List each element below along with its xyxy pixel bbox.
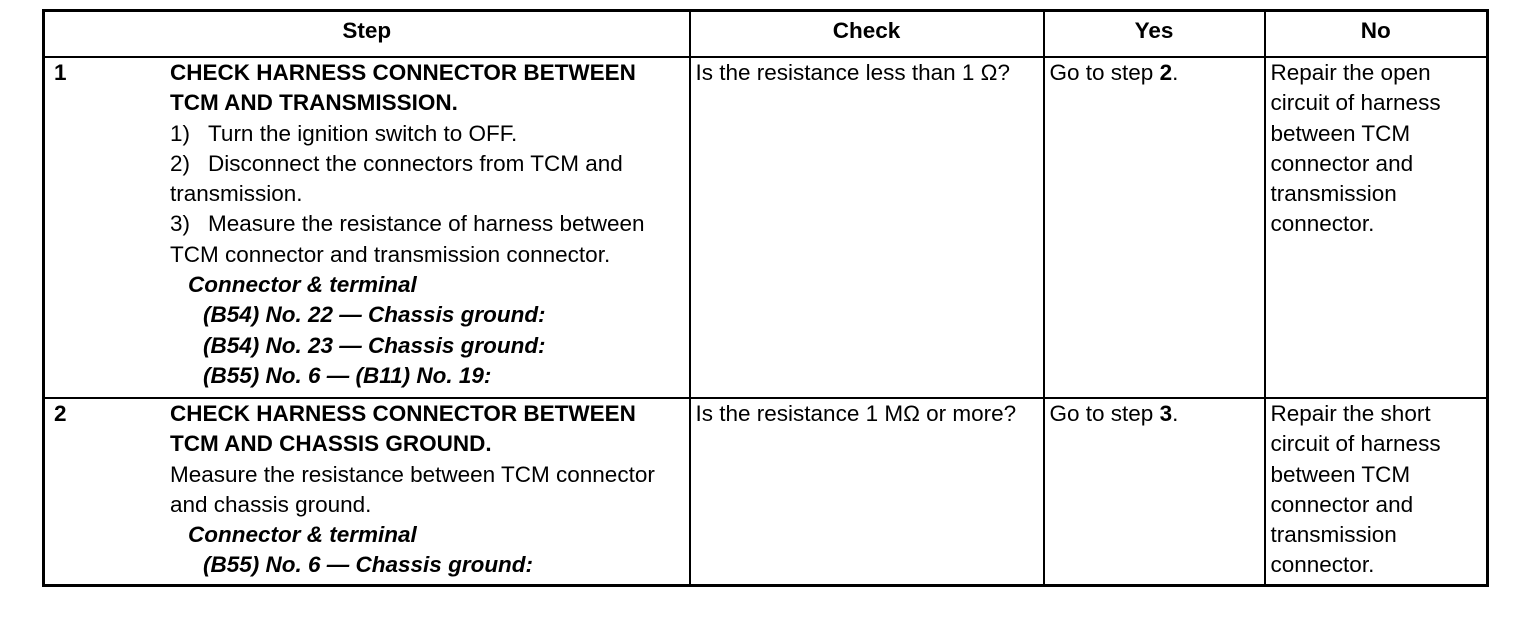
step-cell — [44, 398, 690, 585]
step-title: CHECK HARNESS CONNECTOR BETWEEN TCM AND CHASSIS GROUND. — [170, 401, 636, 457]
header-check: Check — [690, 11, 1044, 58]
table-row-step-1 — [44, 57, 1488, 398]
connector-terminal-heading: Connector & terminal — [188, 522, 417, 548]
yes-cell: Go to step 3. — [1044, 398, 1265, 585]
step-number: 1 — [54, 60, 67, 85]
no-cell: Repair the open circuit of harness between TCM connector and transmission connector. — [1265, 57, 1488, 398]
step-title: CHECK HARNESS CONNECTOR BETWEEN TCM AND TRANSMISSION. — [170, 60, 636, 116]
yes-cell: Go to step 2. — [1044, 57, 1265, 398]
table-row-step-2 — [44, 398, 1488, 585]
terminal-item: (B55) No. 6 — (B11) No. 19: — [203, 362, 492, 388]
yes-step-ref: 2 — [1159, 60, 1173, 85]
step-description: Measure the resistance between TCM connector and chassis ground. — [170, 461, 655, 517]
header-row — [44, 11, 1488, 58]
check-cell: Is the resistance 1 MΩ or more? — [690, 398, 1044, 585]
header-step: Step — [44, 11, 690, 58]
instruction-item: 3) Measure the resistance of harness between TCM connector and transmission connector. — [170, 211, 645, 267]
no-cell: Repair the short circuit of harness between TCM connector and transmission connector. — [1265, 398, 1488, 585]
diagnostic-table — [42, 9, 1489, 587]
header-no: No — [1265, 11, 1488, 58]
header-yes: Yes — [1044, 11, 1265, 58]
terminal-item: (B55) No. 6 — Chassis ground: — [203, 552, 534, 578]
check-cell: Is the resistance less than 1 Ω? — [690, 57, 1044, 398]
step-cell — [44, 57, 690, 398]
step-number: 2 — [54, 401, 67, 426]
yes-step-ref: 3 — [1159, 401, 1173, 426]
connector-terminal-heading: Connector & terminal — [188, 272, 417, 298]
terminal-item: (B54) No. 22 — Chassis ground: — [203, 302, 546, 328]
instruction-item: 2) Disconnect the connectors from TCM and transmission. — [170, 150, 623, 207]
terminal-item: (B54) No. 23 — Chassis ground: — [203, 332, 546, 358]
instruction-item: 1) Turn the ignition switch to OFF. — [170, 120, 518, 146]
